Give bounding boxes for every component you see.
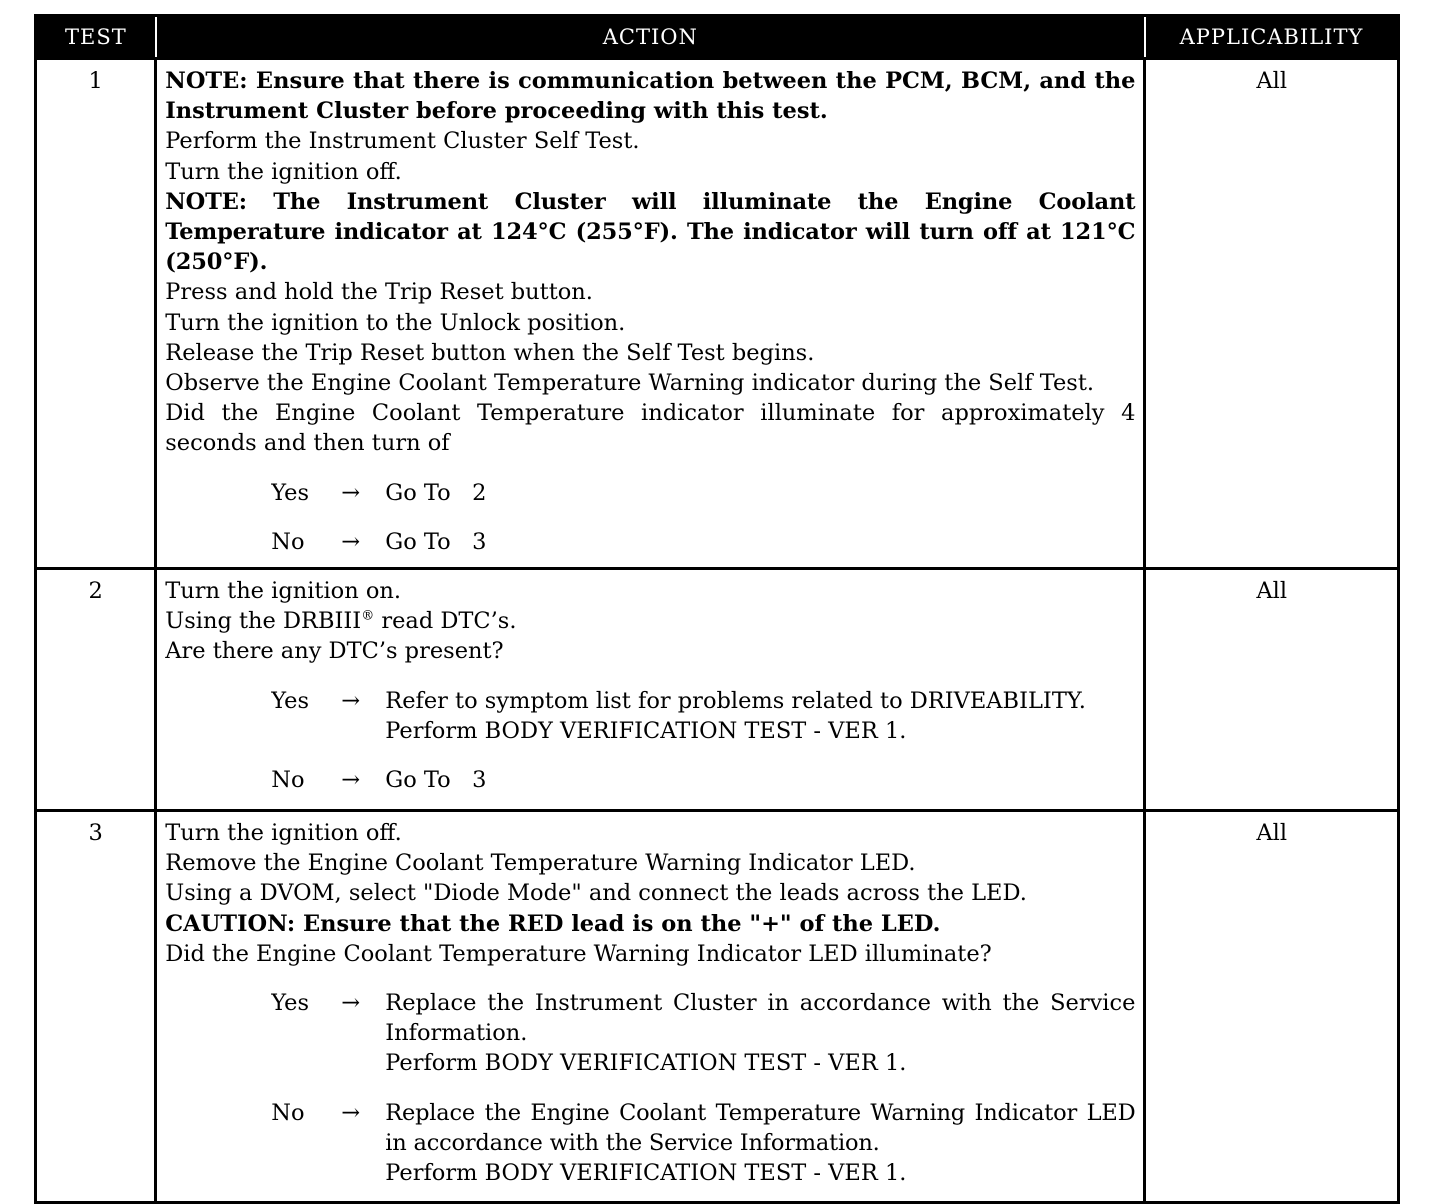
yes-target-line: Refer to symptom list for problems related to DRIVEABILITY. [385, 687, 1086, 714]
yes-target-line: Perform BODY VERIFICATION TEST - VER 1. [385, 717, 907, 744]
arrow-icon: → [341, 767, 361, 794]
no-target: Go To 3 [385, 767, 487, 794]
action-cell [156, 811, 1145, 1203]
note-text: NOTE: The Instrument Cluster will illuminate the Engine Coolant Temperature indicator at 124°C (255°F). The indicator will turn off at 121°C (250°F). [165, 188, 1136, 276]
step-text: Turn the ignition off. [165, 158, 402, 185]
no-result [271, 527, 1135, 557]
action-cell [156, 59, 1145, 569]
step-text: Turn the ignition off. [165, 820, 402, 847]
yes-result [271, 988, 1135, 1079]
no-target: Go To 3 [385, 528, 487, 555]
yes-label: Yes [271, 990, 310, 1017]
yes-target-line: Replace the Instrument Cluster in accordance with the Service Information. [385, 990, 1136, 1047]
no-target-line: Perform BODY VERIFICATION TEST - VER 1. [385, 1160, 907, 1187]
step-text: Turn the ignition to the Unlock position. [165, 309, 626, 336]
note-text: NOTE: Ensure that there is communication between the PCM, BCM, and the Instrument Cluster before proceeding with this test. [165, 68, 1136, 125]
question-text: Did the Engine Coolant Temperature Warning Indicator LED illuminate? [165, 940, 992, 967]
step-text: Observe the Engine Coolant Temperature Warning indicator during the Self Test. [165, 370, 1095, 397]
question-text: Did the Engine Coolant Temperature indicator illuminate for approximately 4 seconds and then turn of [165, 400, 1136, 457]
arrow-icon: → [341, 479, 361, 506]
yes-target [385, 686, 1135, 746]
question-text: Are there any DTC’s present? [165, 638, 504, 665]
applicability-value: All [1145, 59, 1399, 569]
applicability-value: All [1145, 811, 1399, 1203]
step-text: Using a DVOM, select "Diode Mode" and connect the leads across the LED. [165, 880, 1027, 907]
caution-text: CAUTION: Ensure that the RED lead is on the "+" of the LED. [165, 910, 941, 937]
applicability-value: All [1145, 569, 1399, 811]
test-number: 3 [36, 811, 156, 1203]
table-row [36, 811, 1399, 1203]
no-target [385, 1098, 1135, 1189]
header-test: TEST [36, 16, 156, 59]
step-text-part: read DTC’s. [374, 608, 517, 635]
no-label: No [271, 528, 305, 555]
registered-mark: ® [361, 608, 375, 624]
step-text [165, 606, 1135, 636]
yes-label: Yes [271, 479, 310, 506]
table-header [36, 16, 1399, 59]
arrow-icon: → [341, 1099, 361, 1126]
arrow-icon: → [341, 990, 361, 1017]
yes-result [271, 478, 1135, 508]
test-number: 2 [36, 569, 156, 811]
table-row [36, 59, 1399, 569]
step-text: Release the Trip Reset button when the Self Test begins. [165, 339, 815, 366]
no-target-line: Replace the Engine Coolant Temperature Warning Indicator LED in accordance with the Service Information. [385, 1099, 1136, 1156]
no-label: No [271, 1099, 305, 1126]
action-cell [156, 569, 1145, 811]
table-row [36, 569, 1399, 811]
yes-target: Go To 2 [385, 479, 487, 506]
yes-result [271, 686, 1135, 746]
yes-target-line: Perform BODY VERIFICATION TEST - VER 1. [385, 1050, 907, 1077]
no-result [271, 1098, 1135, 1189]
diagnostic-test-table [34, 14, 1400, 1204]
header-action: ACTION [156, 16, 1145, 59]
step-text: Remove the Engine Coolant Temperature Warning Indicator LED. [165, 850, 916, 877]
step-text: Turn the ignition on. [165, 578, 402, 605]
header-applicability: APPLICABILITY [1145, 16, 1399, 59]
arrow-icon: → [341, 528, 361, 555]
no-label: No [271, 767, 305, 794]
step-text: Press and hold the Trip Reset button. [165, 279, 593, 306]
step-text: Perform the Instrument Cluster Self Test. [165, 128, 640, 155]
test-number: 1 [36, 59, 156, 569]
step-text-part: Using the DRBIII [165, 608, 362, 635]
yes-label: Yes [271, 687, 310, 714]
no-result [271, 765, 1135, 795]
yes-target [385, 988, 1135, 1079]
arrow-icon: → [341, 687, 361, 714]
